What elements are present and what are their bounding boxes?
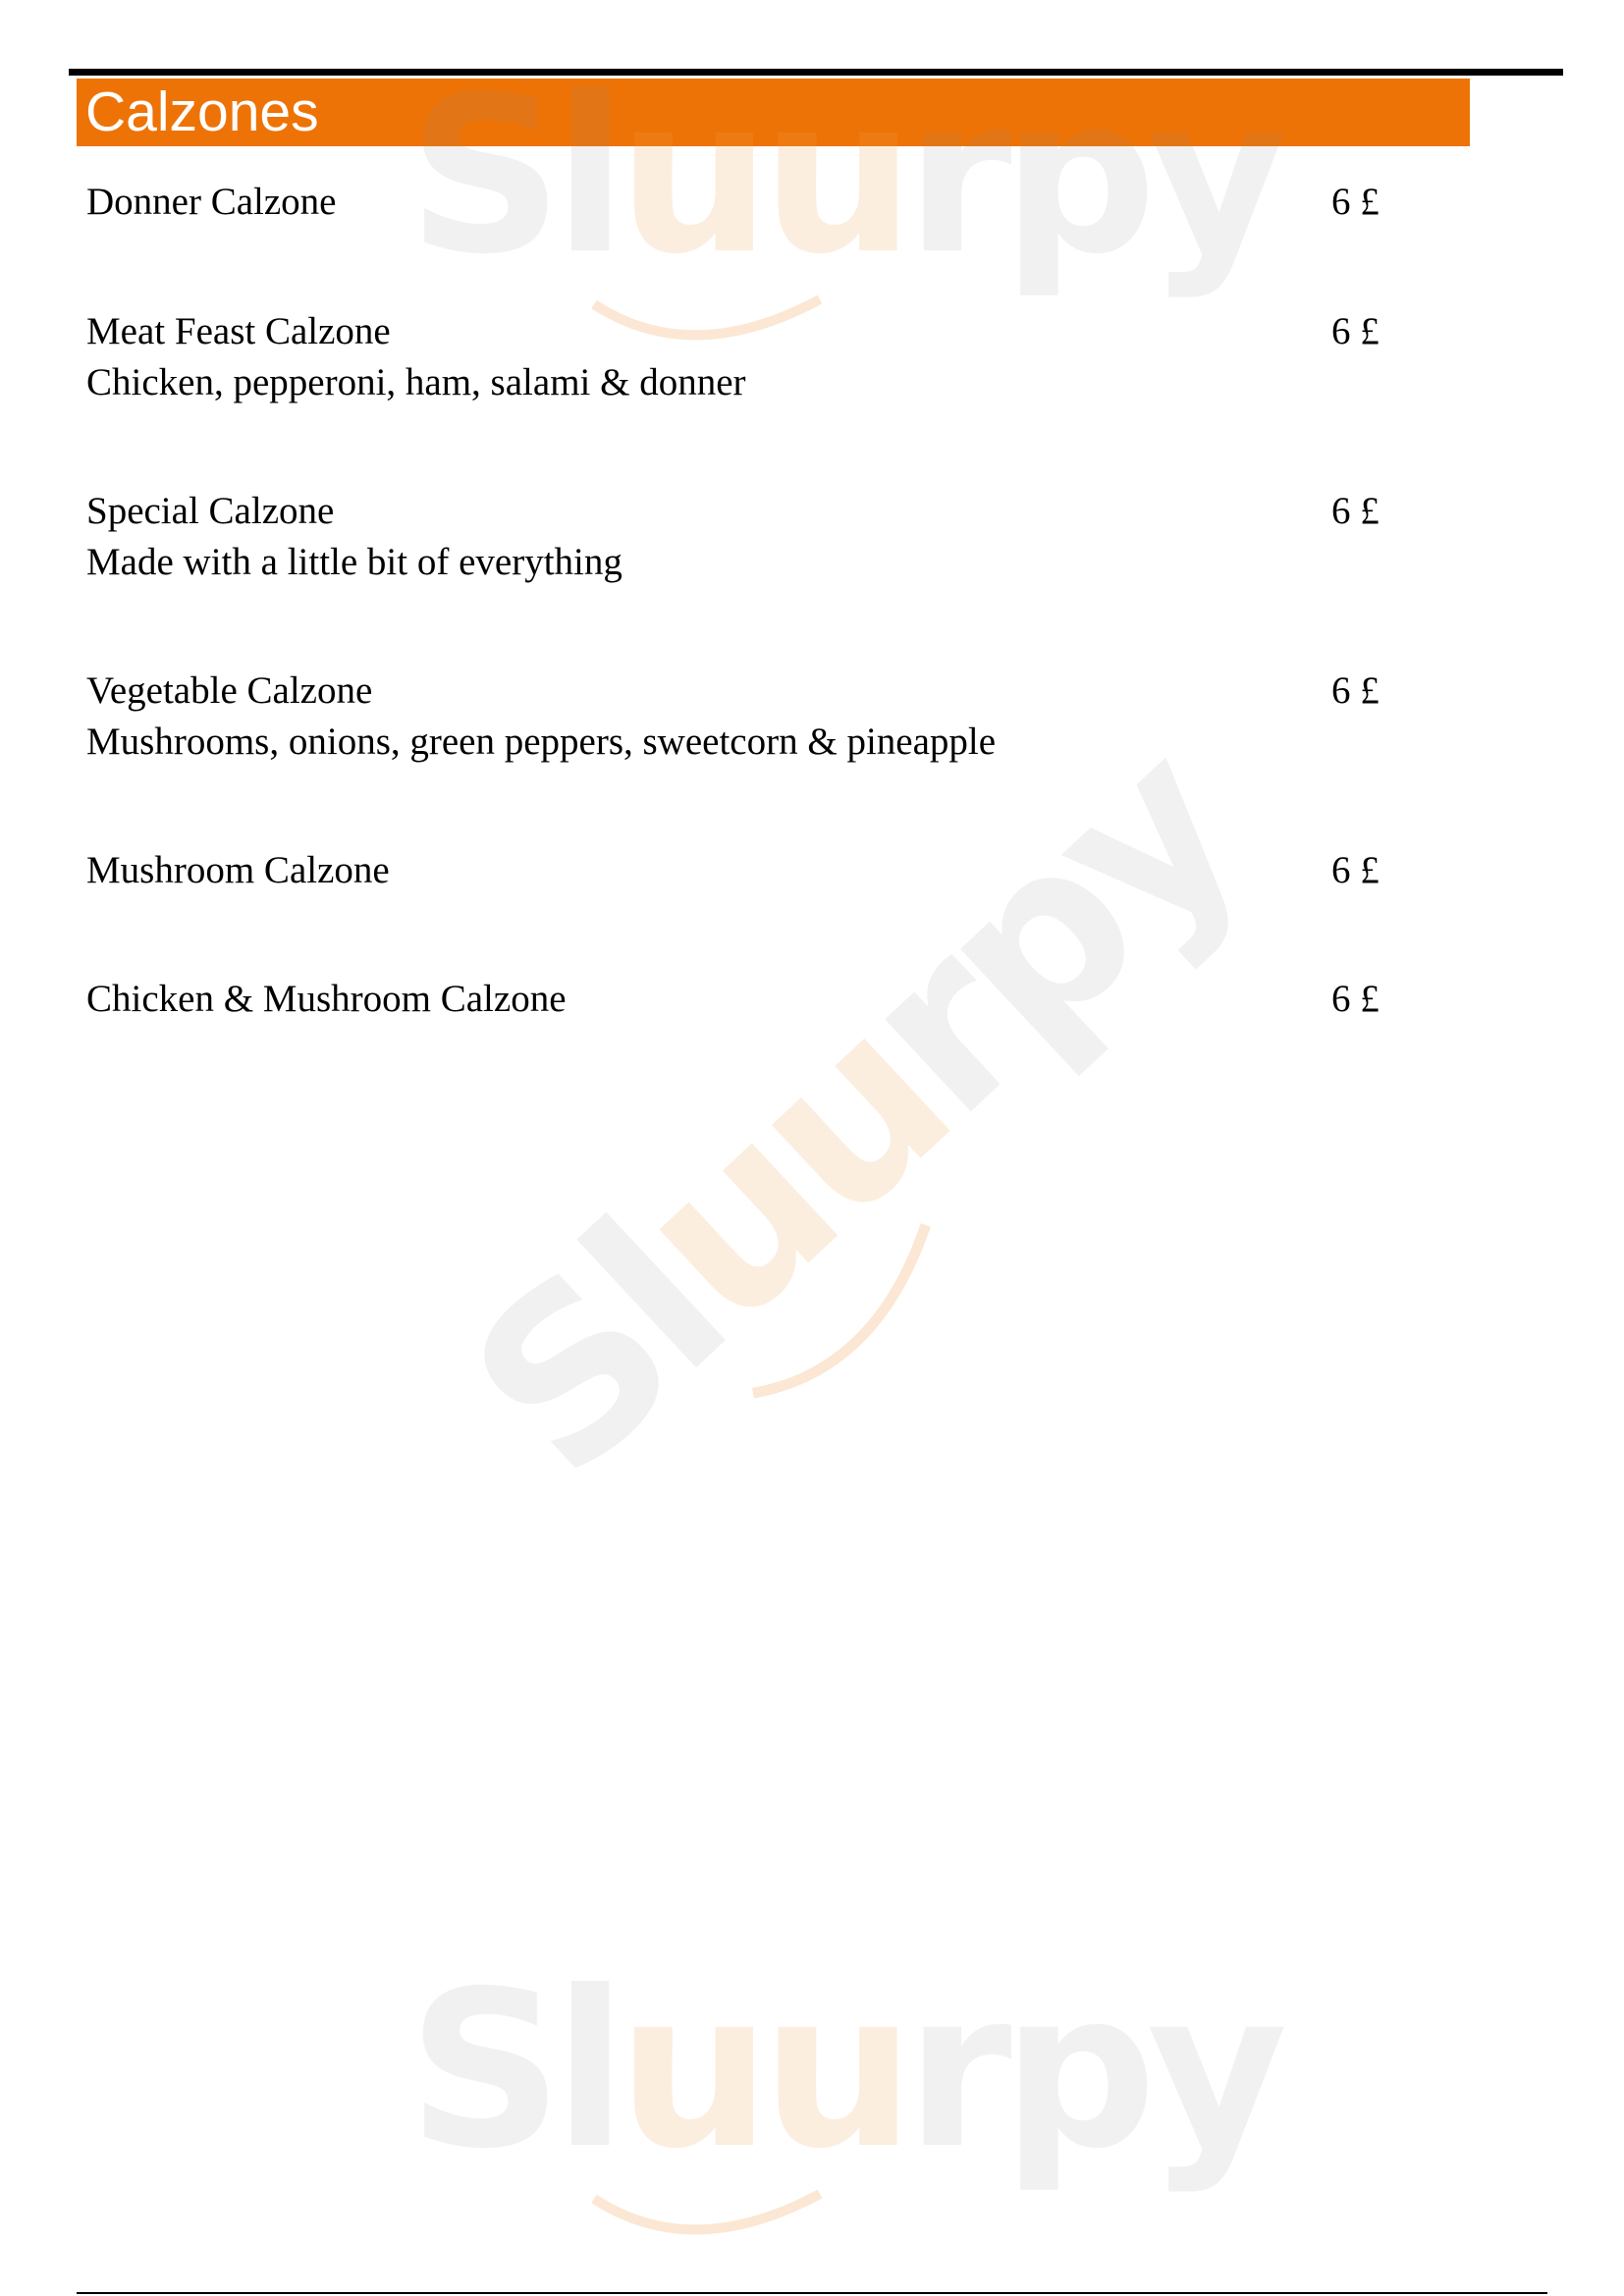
menu-item-special-calzone xyxy=(86,486,1402,588)
menu-item-meat-feast-calzone xyxy=(86,306,1402,408)
item-price: 6 £ xyxy=(1331,978,1380,1020)
watermark-logo-bottom xyxy=(407,1945,1278,2243)
item-name: Chicken & Mushroom Calzone xyxy=(86,978,567,1020)
section-header xyxy=(77,79,1470,146)
item-name: Donner Calzone xyxy=(86,181,337,223)
bottom-rule xyxy=(77,2292,1547,2294)
item-price: 6 £ xyxy=(1331,490,1380,532)
item-price: 6 £ xyxy=(1331,181,1380,223)
menu-item-vegetable-calzone xyxy=(86,666,1402,768)
menu-item-chicken-mushroom-calzone xyxy=(86,974,1402,1025)
menu-item-mushroom-calzone xyxy=(86,845,1402,896)
item-name: Vegetable Calzone xyxy=(86,669,373,712)
top-rule xyxy=(69,69,1563,76)
svg-text:Sluurpy: Sluurpy xyxy=(407,1945,1278,2196)
item-description: Mushrooms, onions, green peppers, sweetcorn & pineapple xyxy=(86,721,997,763)
item-price: 6 £ xyxy=(1331,669,1380,712)
item-price: 6 £ xyxy=(1331,310,1380,352)
item-description: Made with a little bit of everything xyxy=(86,541,623,583)
item-name: Mushroom Calzone xyxy=(86,849,390,891)
menu-item-donner-calzone xyxy=(86,177,1402,228)
item-price: 6 £ xyxy=(1331,849,1380,891)
item-name: Meat Feast Calzone xyxy=(86,310,391,352)
svg-text:Sluurpy: Sluurpy xyxy=(407,50,1278,301)
svg-text:Sluurpy: Sluurpy xyxy=(422,697,1285,1527)
item-name: Special Calzone xyxy=(86,490,335,532)
item-description: Chicken, pepperoni, ham, salami & donner xyxy=(86,361,746,403)
section-title: Calzones xyxy=(85,80,319,143)
